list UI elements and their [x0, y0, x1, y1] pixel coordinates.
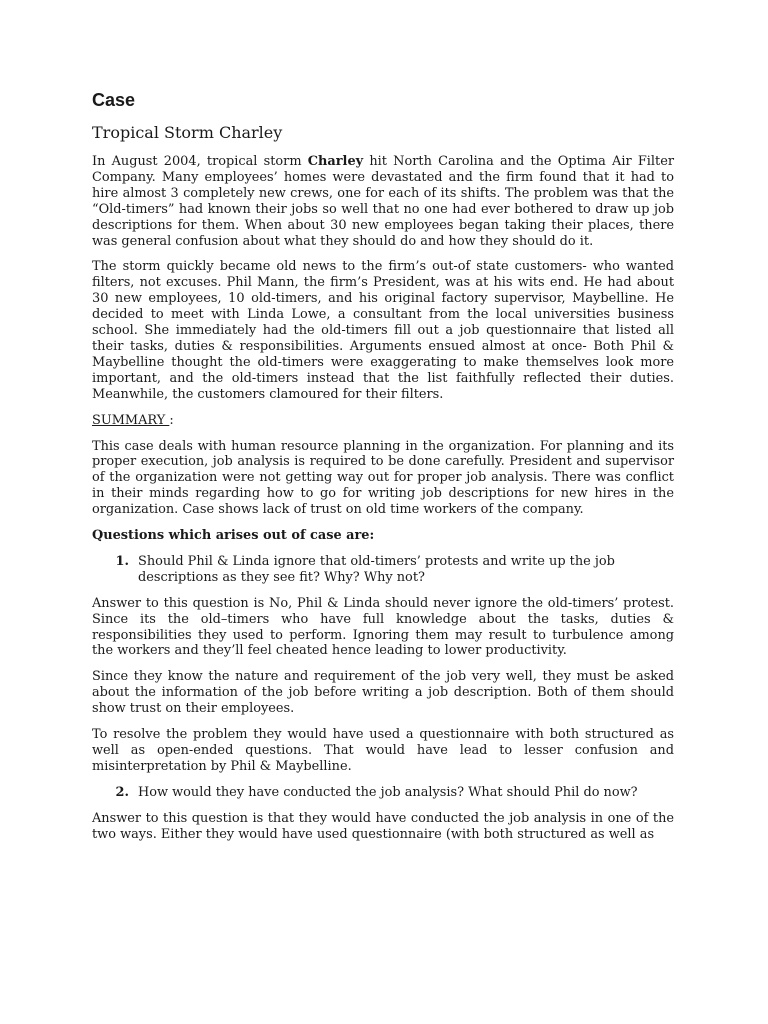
- document-page: [92, 88, 674, 853]
- summary-colon: :: [169, 412, 174, 428]
- document-title: Case: [92, 90, 136, 110]
- answer-paragraph: Answer to this question is that they would have conducted the job analysis in one of the two ways. Either they would have used questionnaire (with both structured as well as: [92, 810, 674, 842]
- summary-label: SUMMARY: [92, 412, 170, 428]
- intro-text-after: hit North Carolina and the Optima Air Filter Company. Many employees’ homes were devastated and the firm found that it had to hire almost 3 completely new crews, one for each of its shifts. The problem was that the “Old-timers” had known their jobs so well that no one had ever bothered to draw up job descriptions for them. When about 30 new employees began taking their places, there was general confusion about what they should do and how they should do it.: [92, 154, 674, 249]
- question-item: [92, 785, 674, 801]
- summary-heading: [92, 413, 674, 429]
- answer-paragraph: Since they know the nature and requirement of the job very well, they must be asked about the information of the job before writing a job description. Both of them should show trust on their employees.: [92, 669, 674, 717]
- answer-paragraph: Answer to this question is No, Phil & Linda should never ignore the old-timers’ protest. Since its the old–timers who have full knowledge about the tasks, duties & responsibilities they used to perform. Ignoring them may result to turbulence among the workers and they’ll feel cheated hence leading to lower productivity.: [92, 595, 674, 659]
- intro-paragraph-1: [92, 154, 674, 249]
- answer-paragraph: To resolve the problem they would have used a questionnaire with both structured as well as open-ended questions. That would have lead to lesser confusion and misinterpretation by Phil & Maybelline.: [92, 727, 674, 774]
- question-text: How would they have conducted the job analysis? What should Phil do now?: [138, 784, 638, 800]
- question-text: Should Phil & Linda ignore that old-timers’ protests and write up the job descriptions as they see fit? Why? Why not?: [138, 553, 615, 585]
- question-number: 2.: [115, 784, 129, 800]
- summary-paragraph: This case deals with human resource planning in the organization. For planning and its proper execution, job analysis is required to be done carefully. President and supervisor of the organization were not getting way out for proper job analysis. There was conflict in their minds regarding how to go for writing job descriptions for new hires in the organization. Case shows lack of trust on old time workers of the company.: [92, 438, 674, 518]
- storm-name: Charley: [307, 154, 364, 169]
- intro-paragraph-2: The storm quickly became old news to the firm’s out-of state customers- who wanted filters, not excuses. Phil Mann, the firm’s President, was at his wits end. He had about 30 new employees, 10 old-timers, and his original factory supervisor, Maybelline. He decided to meet with Linda Lowe, a consultant from the local universities business school. She immediately had the old-timers fill out a job questionnaire that listed all their tasks, duties & responsibilities. Arguments ensued almost at once- Both Phil & Maybelline thought the old-timers were exaggerating to make themselves look more important, and the old-timers instead that the list faithfully reflected their duties. Meanwhile, the customers clamoured for their filters.: [92, 259, 674, 402]
- case-title: Tropical Storm Charley: [92, 123, 283, 142]
- intro-text-before: In August 2004, tropical storm: [92, 154, 308, 169]
- questions-heading: Questions which arises out of case are:: [92, 528, 375, 544]
- question-number: 1.: [115, 553, 129, 569]
- question-item: [92, 554, 674, 586]
